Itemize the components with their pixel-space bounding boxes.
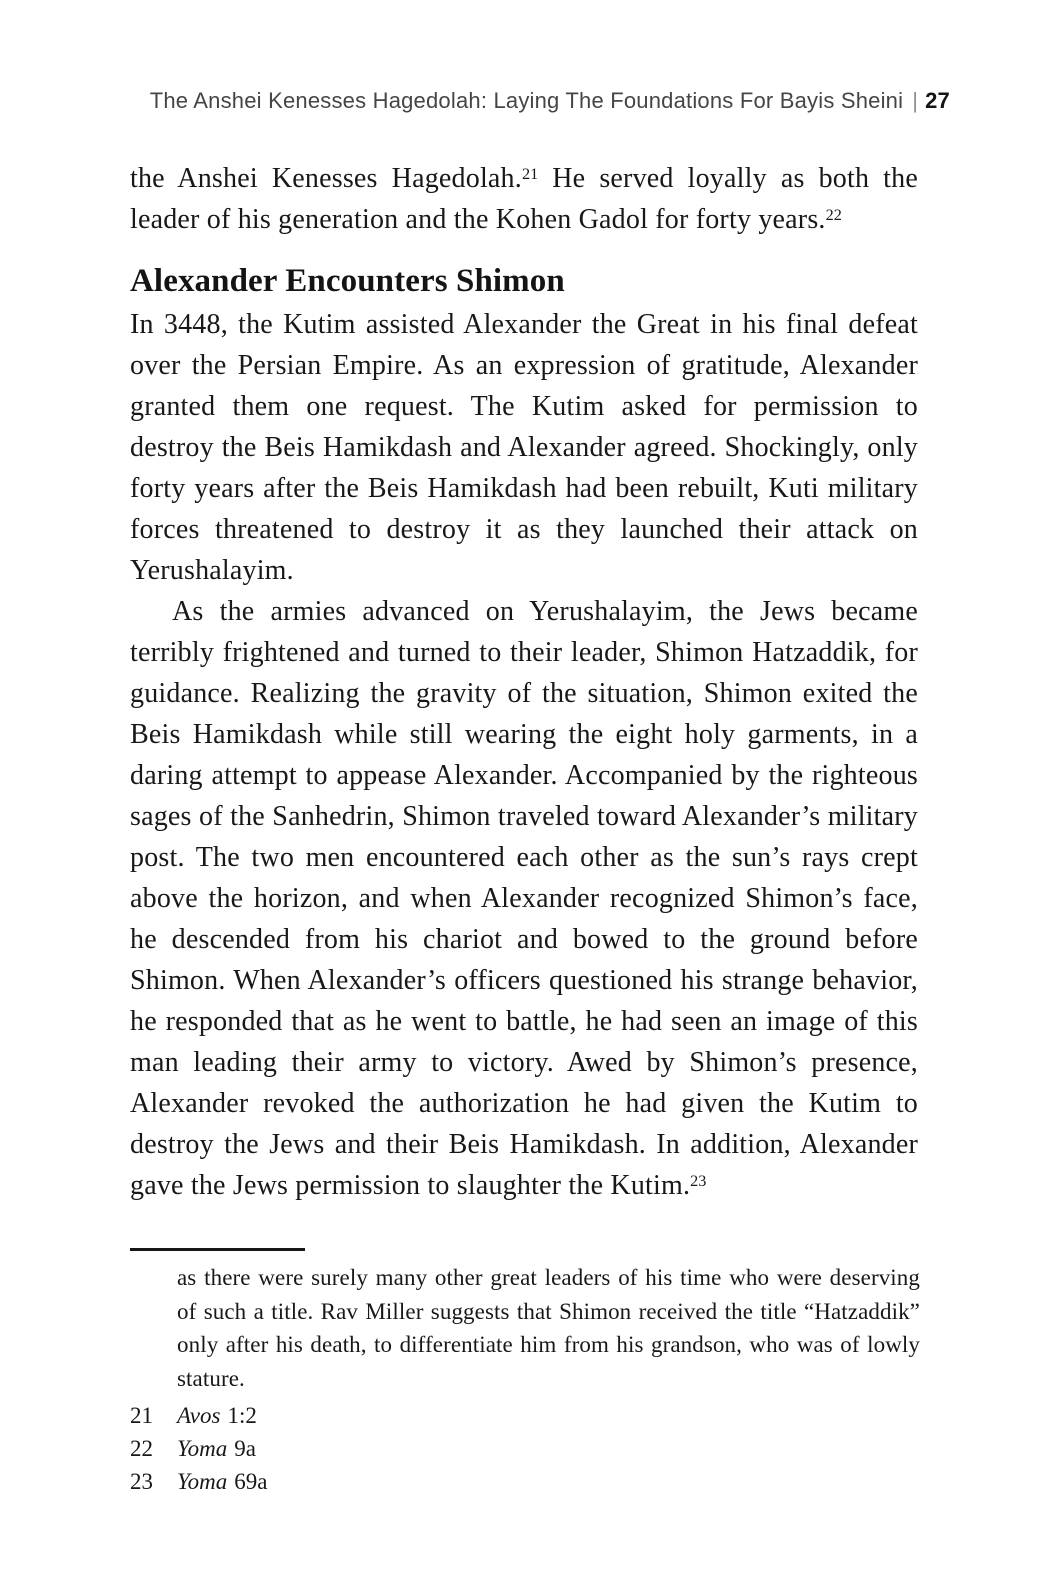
paragraph-shimon-encounter	[130, 591, 918, 1206]
paragraph-shimon-encounter-text: As the armies advanced on Yerushalayim, the Jews became terribly frightened and turned to their leader, Shimon Hatzaddik, for guidance. Realizing the gravity of the situation, Shimon exited the Beis Hamikdash while still wearing the eight holy garments, in a daring attempt to appease Alexander. Accompanied by the righteous sages of the Sanhedrin, Shimon traveled toward Alexander’s military post. The two men encountered each other as the sun’s rays crept above the horizon, and when Alexander recognized Shimon’s face, he descended from his chariot and bowed to the ground before Shimon. When Alexander’s officers questioned his strange behavior, he responded that as he went to battle, he had seen an image of this man leading their army to victory. Awed by Shimon’s presence, Alexander revoked the authorization he had given the Kutim to destroy the Jews and their Beis Hamikdash. In addition, Alexander gave the Jews permission to slaughter the Kutim.	[130, 596, 918, 1201]
opening-paragraph-text-2: He served loyally as both the leader of his generation and the Kohen Gadol for forty years.	[130, 163, 918, 235]
opening-paragraph-text-1: the Anshei Kenesses Hagedolah.	[130, 163, 522, 194]
footnote-source-title: Yoma	[177, 1469, 228, 1494]
footnote-divider	[130, 1248, 305, 1251]
footnote-ref-21: 21	[521, 164, 539, 183]
footnote-continuation: as there were surely many other great leaders of his time who were deserving of such a title. Rav Miller suggests that Shimon received the title “Hatzaddik” only after his death, to differentiate him from his grandson, who was of lowly stature.	[177, 1265, 920, 1391]
footnote-text	[177, 1432, 256, 1465]
section-heading: Alexander Encounters Shimon	[130, 263, 565, 299]
opening-paragraph	[130, 158, 918, 240]
paragraph-alexander-grant: In 3448, the Kutim assisted Alexander the Great in his final defeat over the Persian Empire. As an expression of gratitude, Alexander granted them one request. The Kutim asked for permission to destroy the Beis Hamikdash and Alexander agreed. Shockingly, only forty years after the Beis Hamikdash had been rebuilt, Kuti military forces threatened to destroy it as they launched their attack on Yerushalayim.	[130, 309, 918, 586]
running-header	[0, 88, 950, 114]
running-header-title: The Anshei Kenesses Hagedolah: Laying The Foundations For Bayis Sheini	[149, 88, 904, 113]
footnote-number: 21	[130, 1403, 153, 1428]
footnote-item-23	[130, 1465, 920, 1498]
footnote-number: 23	[130, 1469, 153, 1494]
page-body	[130, 158, 918, 1206]
footnote-locator: 9a	[234, 1436, 257, 1461]
footnote-ref-22: 22	[825, 205, 842, 224]
footnotes-section	[130, 1248, 920, 1498]
footnote-text	[177, 1399, 257, 1432]
page-number: 27	[925, 88, 950, 113]
footnote-locator: 69a	[234, 1469, 268, 1494]
footnote-number: 22	[130, 1436, 153, 1461]
footnote-ref-23: 23	[690, 1171, 707, 1190]
footnote-item-22	[130, 1432, 920, 1465]
footnote-item-21	[130, 1399, 920, 1432]
running-header-separator: |	[912, 88, 919, 113]
footnote-locator: 1:2	[227, 1403, 257, 1428]
footnote-text	[177, 1465, 268, 1498]
footnote-source-title: Avos	[177, 1403, 221, 1428]
footnote-source-title: Yoma	[177, 1436, 228, 1461]
